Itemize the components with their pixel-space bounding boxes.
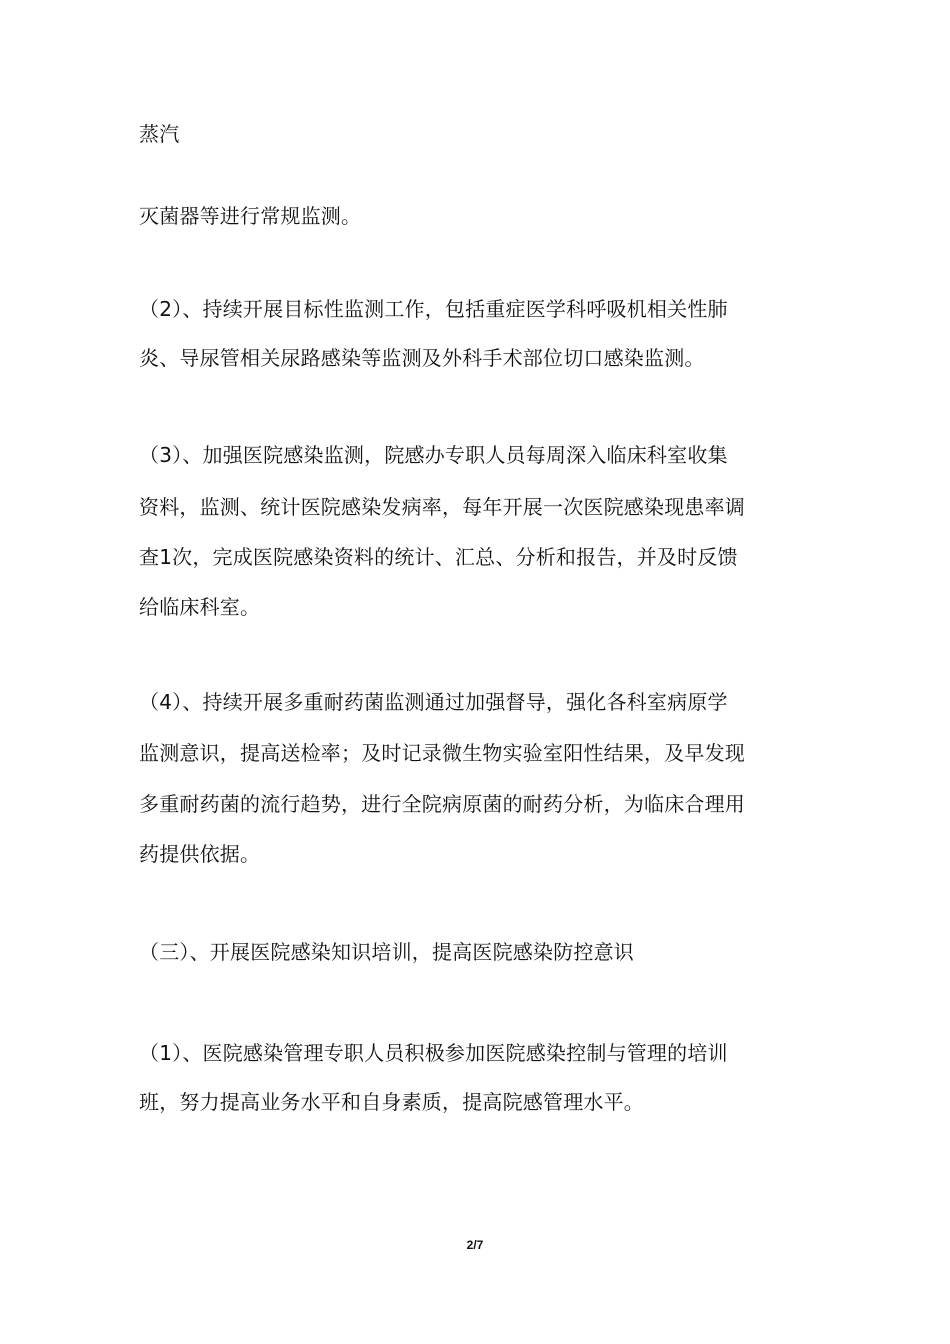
text-line: 灭菌器等进行常规监测。 — [139, 204, 362, 228]
text-line: 药提供依据。 — [139, 842, 261, 866]
text-line: 班，努力提高业务水平和自身素质，提高院感管理水平。 — [139, 1090, 644, 1114]
text-line: 资料，监测、统计医院感染发病率，每年开展一次医院感染现患率调 — [139, 495, 745, 519]
text-line: 查1次，完成医院感染资料的统计、汇总、分析和报告，并及时反馈 — [139, 545, 738, 569]
page-number: 2/7 — [466, 1238, 484, 1252]
text-line: （1）、医院感染管理专职人员积极参加医院感染控制与管理的培训 — [139, 1041, 728, 1065]
text-line: （2）、持续开展目标性监测工作，包括重症医学科呼吸机相关性肺 — [139, 297, 728, 321]
section-heading: （三）、开展医院感染知识培训，提高医院感染防控意识 — [139, 940, 634, 964]
text-line: 多重耐药菌的流行趋势，进行全院病原菌的耐药分析，为临床合理用 — [139, 792, 745, 816]
text-line: （3）、加强医院感染监测，院感办专职人员每周深入临床科室收集 — [139, 443, 728, 467]
text-line: 监测意识，提高送检率；及时记录微生物实验室阳性结果，及早发现 — [139, 741, 745, 765]
text-line: 给临床科室。 — [139, 595, 261, 619]
text-line: 炎、导尿管相关尿路感染等监测及外科手术部位切口感染监测。 — [139, 346, 705, 370]
text-line: （4）、持续开展多重耐药菌监测通过加强督导，强化各科室病原学 — [139, 690, 728, 714]
text-line: 蒸汽 — [139, 122, 180, 146]
